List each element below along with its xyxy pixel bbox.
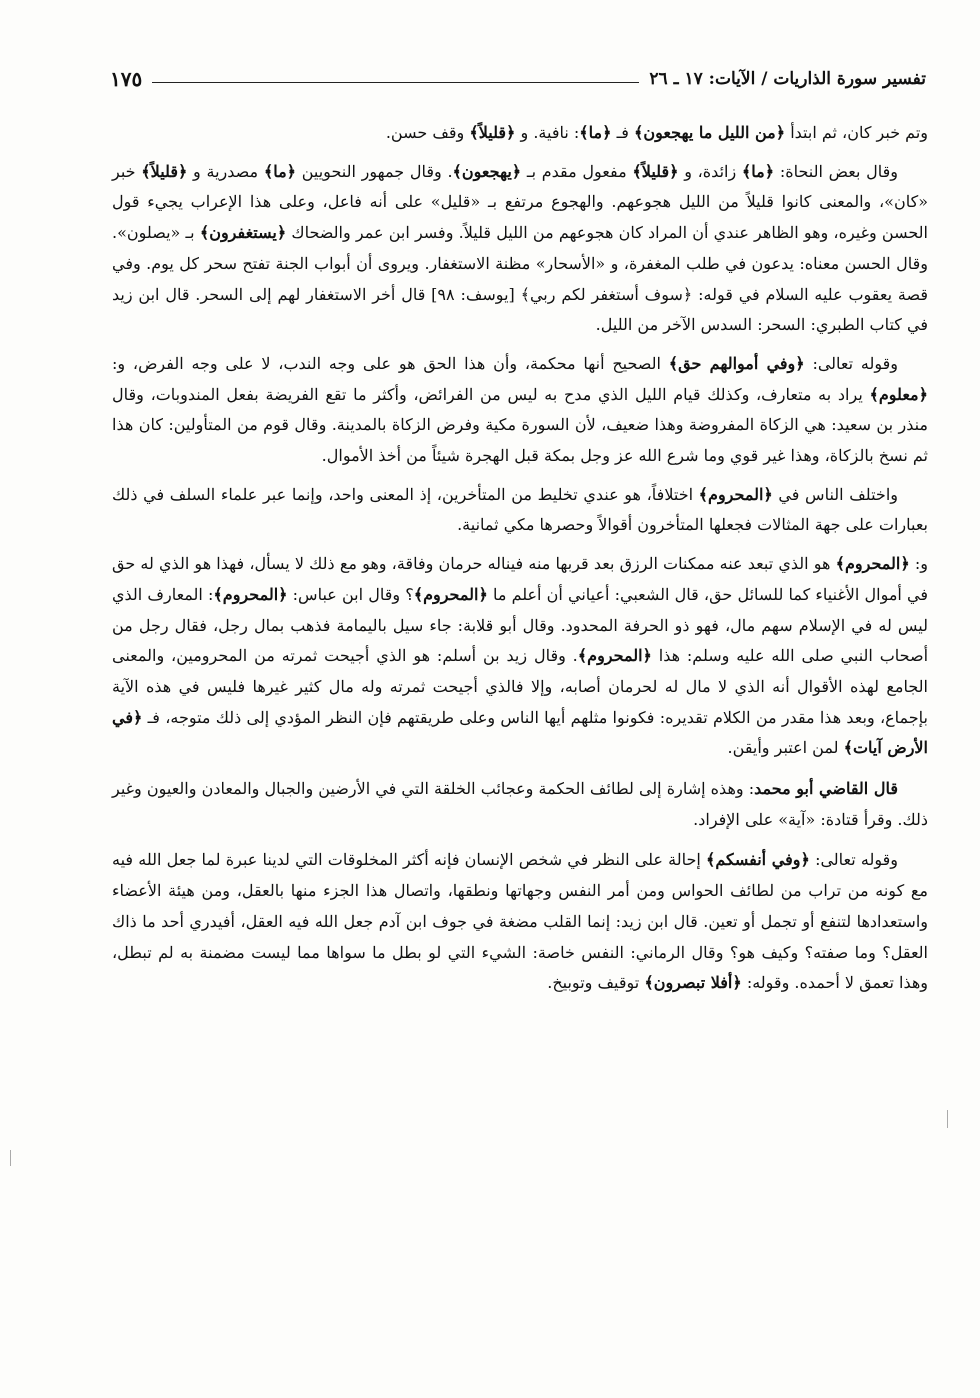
- text-run: بـ «يصلون». وقال الحسن معناه: يدعون في طلب المغفرة، و «الأسحار» مظنة الاستغفار. ويروى أن أبواب الجنة تفتح سحر كل يوم. وفي قصة يعقوب عليه السلام في قوله:: [112, 223, 928, 304]
- text-run: : نافية. و: [515, 123, 580, 142]
- paragraph: [112, 845, 928, 999]
- paragraph: [112, 774, 928, 835]
- text-run: وتم خبر كان، ثم ابتدأ: [785, 123, 928, 142]
- quran-quote: ﴿المحروم﴾: [577, 646, 652, 666]
- text-run: ﴿سوف أستغفر لكم ربي﴾: [520, 284, 693, 304]
- text-run: . وقال زيد بن أسلم: هو الذي أجيحت ثمرته من المحرومين، والمعنى الجامع لهذه الأقوال أنه الذي لا مال له لحرمان أصابه، وإلا فالذي أجيحت ثمرته وله مال كثير غيرها فليس في هذه الآية بإجماع، وبعد هذا مقدر من الكلام تقديره: فكونوا مثلهم أيها الناس وعلى طريقتهم فإن النظر المؤدي إلى ذلك متوجه، فـ: [112, 646, 928, 727]
- quran-quote: ﴿وفي أموالهم حق﴾: [668, 353, 805, 373]
- header-rule: [152, 82, 639, 83]
- quran-quote: ﴿يهجعون﴾: [452, 161, 522, 181]
- text-run: واختلف الناس في: [772, 484, 898, 504]
- text-run: اختلافاً، هو عندي تخليط من المتأخرين، إذ المعنى واحد، وإنما عبر علماء السلف في ذلك بعبارات على جهة المثالات فجعلها المتأخرون أقوالاً وحصرها مكي ثمانية.: [112, 484, 928, 535]
- paragraph: [112, 118, 928, 149]
- text-run: الصحيح أنها محكمة، وأن هذا الحق هو على وجه الندب، لا على وجه الفرض، و:: [112, 353, 669, 373]
- text-run: وقوله تعالى:: [804, 353, 898, 373]
- text-run: . وقال جمهور النحويين: [296, 161, 453, 181]
- text-run: ؟ وقال ابن عباس:: [287, 584, 414, 604]
- paragraph: [112, 549, 928, 764]
- scan-margin-mark: [10, 1150, 11, 1166]
- text-run: خبر «كان»، والمعنى كانوا قليلاً من الليل هجوعهم. والهجوع مرتفع بـ «قليل» على أنه فاعل، وعلى هذا الإعراب يجيء قول الحسن وغيره، وهو الظاهر عندي أن المراد كان هجوعهم من الليل قليلاً. وفسر ابن عمر والضحاك: [112, 161, 928, 243]
- text-run: هو الذي تبعد عنه ممكنات الرزق بعد قربها منه فيناله حرمان وفاقة، وهو مع ذلك لا يسأل، فهذا هو الذي له حق في أموال الأغنياء كما للسائل حق، قال الشعبي: أعياني أن أعلم ما: [112, 554, 929, 604]
- quran-quote: ﴿من الليل ما يهجعون﴾: [634, 123, 786, 142]
- quran-quote: ﴿معلوم﴾: [869, 384, 928, 404]
- quran-quote: ﴿وفي أنفسكم﴾: [706, 850, 810, 870]
- text-run: فـ: [611, 123, 634, 142]
- text-run: و:: [909, 554, 929, 574]
- text-run: مفعول مقدم بـ: [521, 161, 633, 181]
- text-run: [يوسف: ٩٨] قال أخر الاستغفار لهم إلى السحر. قال ابن زيد في كتاب الطبري: السحر: السدس الآخر من الليل.: [112, 284, 928, 335]
- text-run: وقف حسن.: [385, 123, 470, 142]
- quran-quote: ﴿ما﴾: [741, 161, 775, 181]
- text-run: وقوله تعالى:: [809, 850, 899, 870]
- paragraph: [112, 349, 928, 472]
- quran-quote: ﴿المحروم﴾: [413, 584, 488, 604]
- text-run: مصدرية و: [187, 161, 264, 181]
- text-run: وقال بعض النحاة:: [774, 161, 899, 181]
- quran-quote: قال القاضي أبو محمد: [754, 779, 898, 799]
- quran-quote: ﴿المحروم﴾: [835, 554, 910, 574]
- page-number: ١٧٥: [110, 67, 143, 91]
- text-run: توقيف وتوبيخ.: [547, 973, 645, 993]
- text-run: لمن اعتبر وأيقن.: [727, 738, 844, 758]
- quran-quote: ﴿ما﴾: [579, 123, 612, 142]
- paragraph: [112, 157, 928, 341]
- quran-quote: ﴿قليلاً﴾: [141, 161, 188, 181]
- quran-quote: ﴿يستغفرون﴾: [199, 223, 287, 243]
- page-body: [112, 118, 928, 1007]
- quran-quote: ﴿المحروم﴾: [698, 484, 773, 504]
- quran-quote: ﴿ما﴾: [263, 161, 297, 181]
- quran-quote: ﴿قليلاً﴾: [632, 161, 679, 181]
- text-run: إحالة على النظر في شخص الإنسان فإنه أكثر المخلوقات التي لدينا عبرة لما جعل الله فيه مع كونه من تراب من لطائف الحواس ومن أمر النفس وجهاتها ونطقها، واتصال هذا الجزء منها بالعقل، ومن هيئة الأعضاء واستعدادها لتنفع أو تجمل أو تعين. قال ابن زيد: إنما القلب مضغة في جوف ابن آدم جعل الله فيه العقل، أفيدري أحد ما ذاك العقل؟ وما صفته؟ وكيف هو؟ وقال الرماني: النفس خاصة: الشيء التي لو بطل ما سواها مما ليست مضمنة به لم تبطل، وهذا تعمق لا أحمده. وقوله:: [112, 850, 928, 993]
- running-title: تفسير سورة الذاريات / الآيات: ١٧ ـ ٢٦: [649, 69, 926, 89]
- page-header: [110, 62, 926, 96]
- quran-quote: ﴿أفلا تبصرون﴾: [644, 973, 742, 993]
- text-run: : المعارف الذي ليس له في الإسلام سهم مال، فهو ذو الحرفة المحدود. وقال أبو قلابة: جاء سيل باليمامة فذهب بمال رجل، فقال رجل من أصحاب النبي صلى الله عليه وسلم: هذا: [112, 584, 929, 666]
- quran-quote: ﴿في الأرض آيات﴾: [112, 707, 928, 758]
- text-run: : وهذه إشارة إلى لطائف الحكمة وعجائب الخلقة التي في الأرضين والجبال والمعادن والعيون وغير ذلك. وقرأ قتادة: «آية» على الإفراد.: [112, 779, 928, 829]
- quran-quote: ﴿قليلاً﴾: [469, 123, 516, 142]
- scan-margin-mark: [947, 1110, 948, 1128]
- quran-quote: ﴿المحروم﴾: [213, 584, 288, 604]
- paragraph: [112, 480, 928, 541]
- text-run: زائدة، و: [678, 161, 742, 181]
- text-run: يراد به متعارف، وكذلك قيام الليل الذي مدح به ليس من الفرائض، وأكثر ما تقع الفريضة بفعل المندوبات، وقال منذر بن سعيد: هي الزكاة المفروضة وهذا ضعيف، لأن السورة مكية وفرض الزكاة بالمدينة. وقال قوم من المتأولين: كان هذا ثم نسخ بالزكاة، وهذا غير قوي وما شرع الله عز وجل بمكة قبل الهجرة شيئاً من أخذ الأموال.: [112, 384, 928, 466]
